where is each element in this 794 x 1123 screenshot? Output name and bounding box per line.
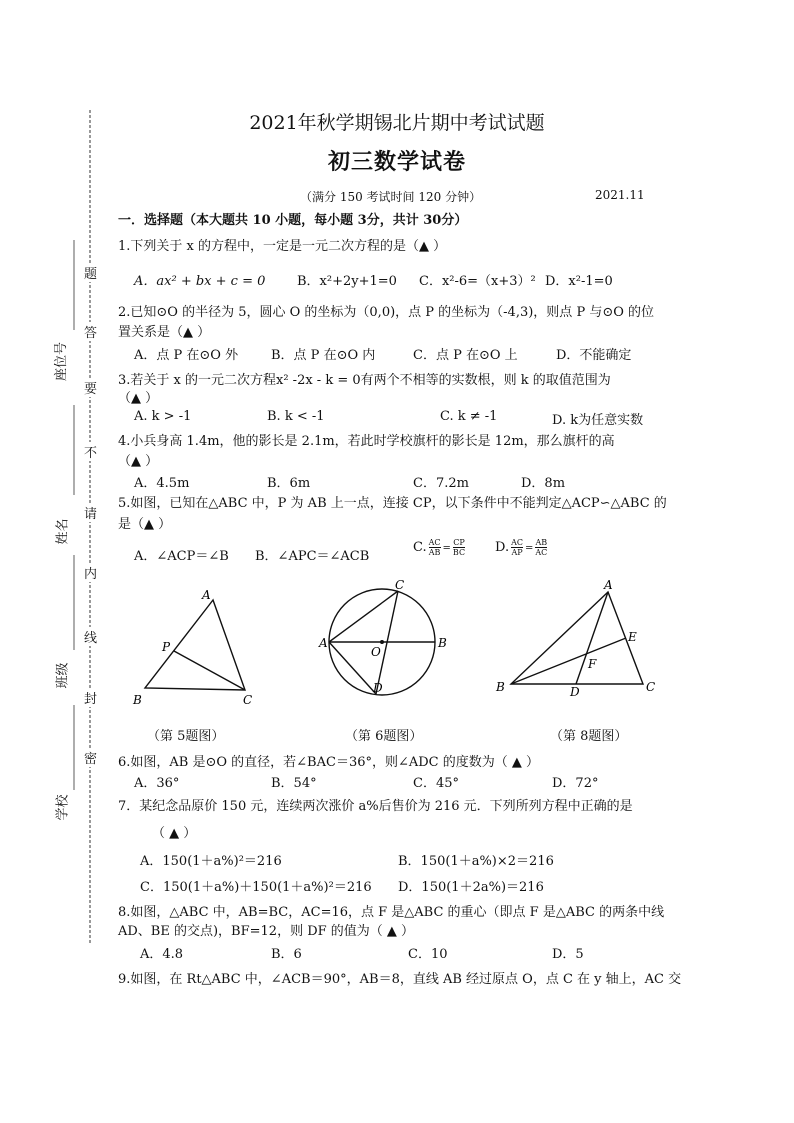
q3-option-d: D. k为任意实数 [552, 413, 644, 428]
figure-8-caption: （第 8题图） [550, 729, 628, 744]
q7-option-a: A．150(1＋a%)²＝216 [140, 854, 282, 869]
exam-title: 2021年秋学期锡北片期中考试试题 [249, 112, 545, 134]
figure-8 [493, 578, 663, 698]
point-B: B [496, 680, 505, 694]
q5-stem-line1: 5.如图，已知在△ABC 中，P 为 AB 上一点，连接 CP，以下条件中不能判定△ACP∽△ABC 的 [118, 496, 667, 511]
fraction: $\frac{AC}{AP}$ [511, 538, 523, 557]
point-C: C [243, 693, 253, 707]
q4-stem-line1: 4.小兵身高 1.4m，他的影长是 2.1m，若此时学校旗杆的影长是 12m，那么旗杆的高 [118, 434, 615, 449]
point-C: C [395, 578, 405, 592]
school-label: 学校 [55, 794, 71, 821]
point-C: C [646, 680, 656, 694]
q4-option-c: C．7.2m [413, 476, 469, 491]
seat-label: 座位号 [54, 341, 70, 382]
point-B: B [438, 636, 447, 650]
q1-option-b: B．x²+2y+1=0 [297, 274, 397, 289]
q7-option-c: C．150(1＋a%)＋150(1＋a%)²＝216 [140, 880, 372, 895]
point-O: O [371, 645, 381, 659]
q5-option-b: B．∠APC＝∠ACB [255, 549, 370, 564]
exam-score-time: （满分 150 考试时间 120 分钟） [300, 190, 482, 204]
section-heading: 一．选择题（本大题共 10 小题，每小题 3分，共计 30分） [118, 213, 468, 228]
q7-option-b: B．150(1＋a%)×2＝216 [398, 854, 554, 869]
point-E: E [628, 630, 637, 644]
figure-5 [125, 580, 265, 710]
q3-option-a: A. k > -1 [134, 409, 192, 424]
q7-stem-line1: 7．某纪念品原价 150 元，连续两次涨价 a%后售价为 216 元．下列所列方程中正确的是 [118, 799, 633, 814]
seal-char: 答 [84, 322, 97, 341]
q1-option-d: D．x²-1=0 [545, 274, 613, 289]
fraction: $\frac{CP}{BC}$ [452, 538, 466, 557]
q2-option-b: B．点 P 在⊙O 内 [271, 348, 376, 363]
q8-option-b: B．6 [271, 947, 302, 962]
figure-6-caption: （第 6题图） [345, 729, 423, 744]
point-F: F [588, 657, 597, 671]
point-A: A [202, 588, 211, 602]
q9-stem-line1: 9.如图，在 Rt△ABC 中，∠ACB＝90°，AB＝8，直线 AB 经过原点 O，点 C 在 y 轴上，AC 交 [118, 972, 682, 987]
seal-char: 题 [84, 263, 97, 282]
q6-stem: 6.如图，AB 是⊙O 的直径，若∠BAC＝36°，则∠ADC 的度数为（ ▲ ） [118, 755, 540, 770]
q2-stem-line1: 2.已知⊙O 的半径为 5，圆心 O 的坐标为（0,0)，点 P 的坐标为（-4,3)，则点 P 与⊙O 的位 [118, 305, 655, 320]
seal-char: 密 [84, 748, 97, 767]
q1-option-c: C．x²-6=（x+3）² [419, 274, 536, 289]
q6-option-c: C．45° [413, 776, 459, 791]
q6-option-d: D．72° [552, 776, 599, 791]
figure-6 [316, 576, 456, 696]
q5-option-a: A．∠ACP＝∠B [134, 549, 229, 564]
point-D: D [570, 685, 580, 698]
q8-stem-line1: 8.如图，△ABC 中，AB=BC，AC=16，点 F 是△ABC 的重心（即点 F 是△ABC 的两条中线 [118, 905, 665, 920]
seal-char: 不 [84, 442, 97, 461]
point-A: A [319, 636, 328, 650]
q5-stem-line2: 是（▲ ） [118, 517, 172, 532]
name-label: 姓名 [55, 518, 71, 545]
q2-option-d: D．不能确定 [556, 348, 632, 363]
point-D: D [373, 681, 383, 695]
q5-option-c: C. $\frac{AC}{AB}$ = $\frac{CP}{BC}$ [413, 538, 466, 557]
q3-option-b: B. k < -1 [267, 409, 325, 424]
point-A: A [604, 578, 613, 592]
seal-char: 请 [84, 503, 97, 522]
q2-option-a: A．点 P 在⊙O 外 [134, 348, 239, 363]
q4-option-d: D．8m [521, 476, 566, 491]
q3-stem-line2: （▲ ） [118, 391, 159, 406]
seal-char: 要 [84, 378, 97, 397]
exam-meta [300, 188, 645, 205]
q8-option-c: C．10 [408, 947, 448, 962]
class-label: 班级 [55, 662, 71, 689]
exam-date: 2021.11 [595, 188, 645, 202]
q6-option-b: B．54° [271, 776, 317, 791]
q3-stem-line1: 3.若关于 x 的一元二次方程x² -2x - k = 0有两个不相等的实数根，则 k 的取值范围为 [118, 373, 611, 388]
q4-stem-line2: （▲ ） [118, 454, 159, 469]
exam-subtitle: 初三数学试卷 [327, 149, 466, 175]
figure-5-caption: （第 5题图） [147, 729, 225, 744]
q4-option-a: A．4.5m [134, 476, 190, 491]
q1-stem: 1.下列关于 x 的方程中，一定是一元二次方程的是（▲ ） [118, 239, 447, 254]
seal-char: 封 [84, 688, 97, 707]
point-B: B [133, 693, 142, 707]
q7-stem-line2: （ ▲ ） [152, 826, 197, 841]
q2-option-c: C．点 P 在⊙O 上 [413, 348, 518, 363]
fraction: $\frac{AB}{AC}$ [535, 538, 548, 557]
q2-stem-line2: 置关系是（▲ ） [118, 325, 211, 340]
seal-char: 线 [84, 627, 97, 646]
q5-option-d: D. $\frac{AC}{AP}$ = $\frac{AB}{AC}$ [495, 538, 548, 557]
q8-option-d: D．5 [552, 947, 584, 962]
q4-option-b: B．6m [267, 476, 311, 491]
q6-option-a: A．36° [134, 776, 180, 791]
q8-option-a: A．4.8 [140, 947, 184, 962]
seal-char: 内 [84, 563, 97, 582]
q1-option-a: A．ax² + bx + c = 0 [134, 274, 266, 289]
fraction: $\frac{AC}{AB}$ [428, 538, 441, 557]
q7-option-d: D．150(1＋2a%)＝216 [398, 880, 544, 895]
point-P: P [162, 640, 171, 654]
q3-option-c: C. k ≠ -1 [440, 409, 498, 424]
q8-stem-line2: AD、BE 的交点)，BF=12，则 DF 的值为（ ▲ ） [118, 924, 415, 939]
